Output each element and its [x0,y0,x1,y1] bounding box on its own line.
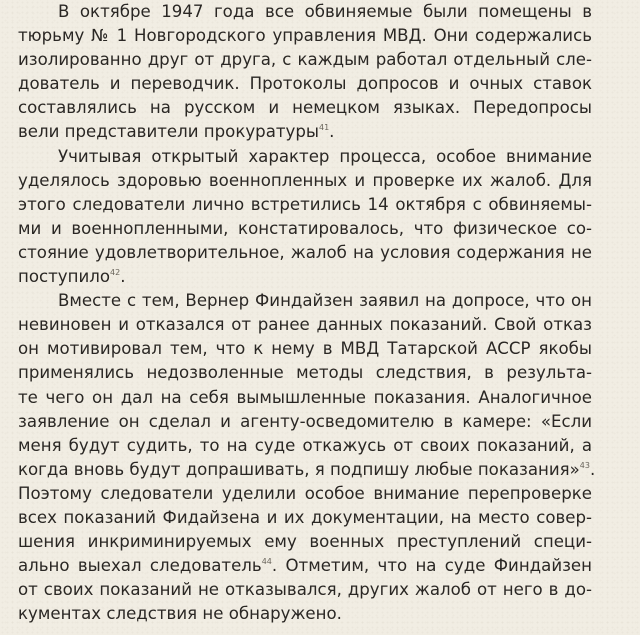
line-text: когда вновь будут допрашивать, я подпишу любые показания» [18,459,580,479]
text-line [18,410,592,434]
text-line [18,72,592,96]
line-text: те чего он дал на себя вымышленные показания. Аналогичное [18,387,592,407]
text-line [18,120,592,144]
footnote-ref: 41 [318,123,330,133]
text-line [18,217,592,241]
text-line [18,482,592,506]
line-text: изолированно друг от друга, с каждым работал отдельный сле- [18,50,592,70]
line-text: стояние удовлетворительное, жалоб на условия содержания не [18,242,592,262]
line-text: Учитывая открытый характер процесса, особое внимание [58,146,592,166]
text-line [18,434,592,458]
footnote-ref: 44 [261,557,272,567]
line-text: шения инкриминируемых ему военных преступлений специ- [18,532,592,552]
line-text: вели представители прокуратуры [18,122,319,142]
line-text-after: . [589,459,596,479]
text-line [18,96,592,120]
line-text: кументах следствия не обнаружено. [18,604,342,624]
text-line [18,48,592,72]
line-text: В октябре 1947 года все обвиняемые были помещены в [58,2,592,21]
footnote-ref: 42 [110,268,121,278]
text-line [18,602,592,626]
text-line [18,193,592,217]
line-text-after: . [329,122,335,142]
text-line [18,386,592,410]
text-line [18,24,592,48]
line-text: он мотивировал тем, что к нему в МВД Татарской АССР якобы [18,339,592,359]
line-text: Поэтому следователи уделили особое внимание перепроверке [18,483,592,503]
line-text: ми и военнопленными, констатировалось, что физическое со- [18,218,592,238]
line-text: составлялись на русском и немецком языках. Передопросы [18,98,592,118]
body-text [18,0,596,626]
text-line [18,265,592,289]
line-text: тюрьму № 1 Новгородского управления МВД. Они содержались [18,26,592,46]
text-line [18,554,592,578]
line-text: этого следователи лично встретились 14 октября с обвиняемы- [18,194,592,214]
line-text-after: . [120,267,126,287]
line-text: невиновен и отказался от ранее данных показаний. Свой отказ [18,315,592,335]
line-text: заявление он сделал и агенту-осведомителю в камере: «Если [18,411,592,431]
text-line [18,289,592,313]
line-text: ально выехал следователь [18,556,262,576]
text-line [18,458,596,482]
text-line [18,506,592,530]
text-line [18,145,592,169]
text-line [18,361,592,385]
line-text: от своих показаний не отказывался, других жалоб от него в до- [18,580,592,600]
text-line [18,578,592,602]
line-text: дователь и переводчик. Протоколы допросов и очных ставок [18,74,592,94]
text-line [18,0,592,24]
text-line [18,337,592,361]
text-line [18,169,592,193]
line-text: уделялось здоровью военнопленных и проверке их жалоб. Для [18,170,592,190]
text-line [18,241,592,265]
line-text: Вместе с тем, Вернер Финдайзен заявил на допросе, что он [58,291,592,311]
line-text: всех показаний Фидайзена и их документации, на место совер- [18,507,592,527]
line-text: меня будут судить, то на суде откажусь от своих показаний, а [18,435,592,455]
text-line [18,530,592,554]
text-line [18,313,592,337]
footnote-ref: 43 [579,460,590,470]
line-text-after: . Отметим, что на суде Финдайзен [271,556,592,576]
line-text: поступило [18,267,111,287]
line-text: применялись недозволенные методы следствия, в результа- [18,363,592,383]
